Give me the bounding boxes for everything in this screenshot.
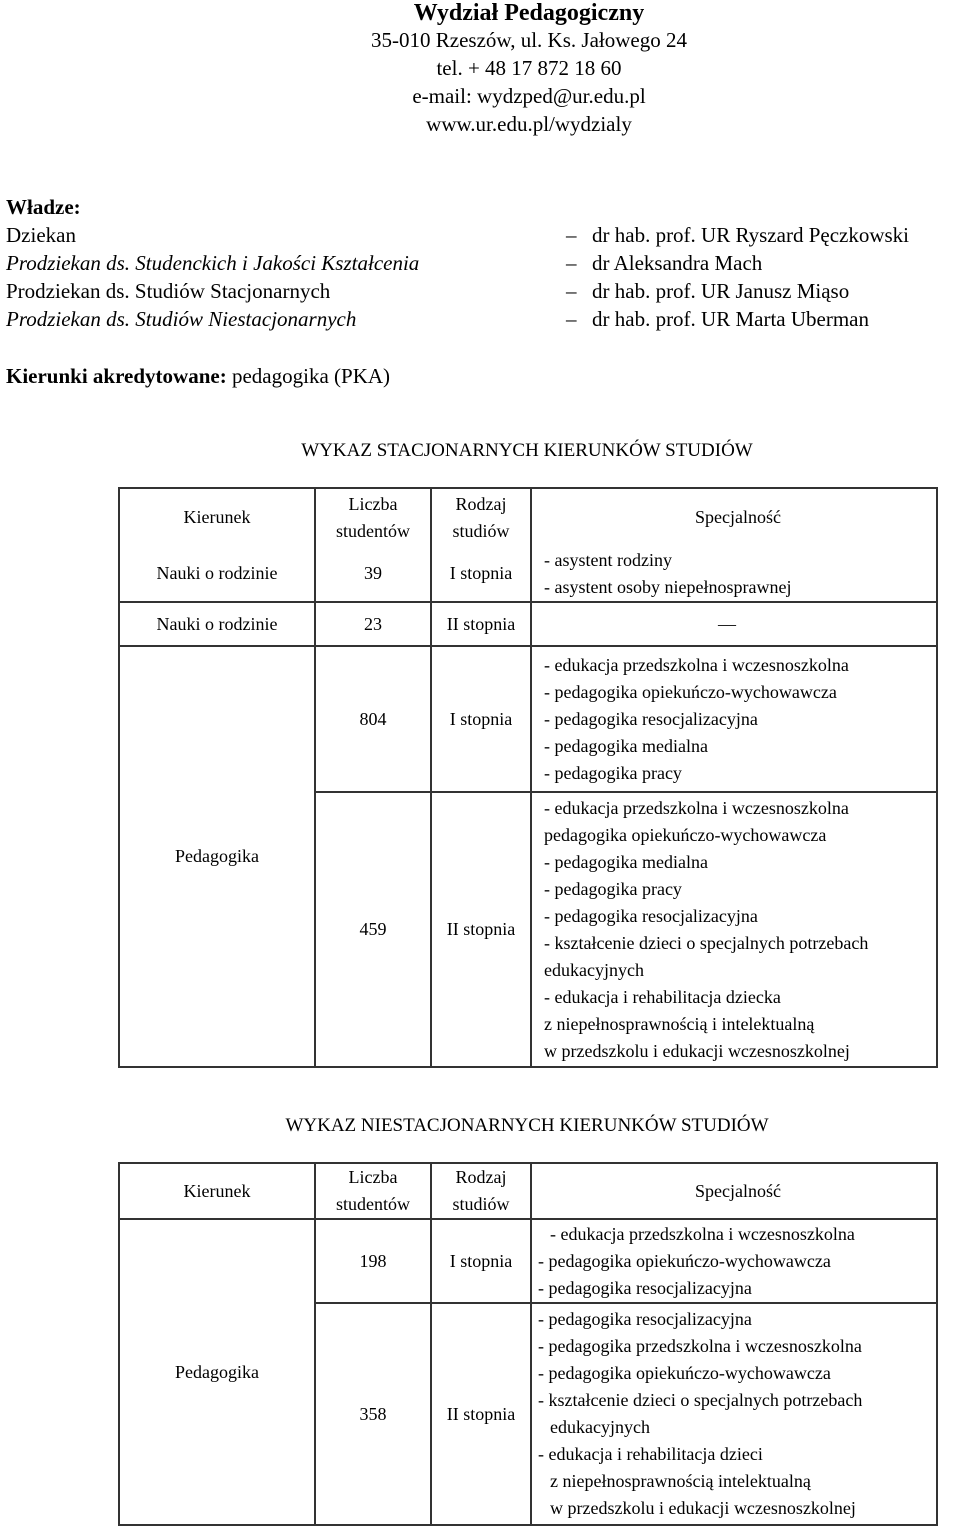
spec-line: w przedszkolu i edukacji wczesnoszkolnej: [550, 1498, 856, 1518]
col-header-specjalnosc: Specjalność: [531, 488, 937, 546]
spec-line: - pedagogika pracy: [544, 878, 682, 899]
col-header-kierunek: Kierunek: [119, 1163, 315, 1219]
cell-liczba: 459: [315, 792, 431, 1067]
authority-role: Dziekan: [6, 223, 76, 247]
cell-specjalnosc: [531, 546, 937, 602]
authority-role: Prodziekan ds. Studiów Stacjonarnych: [6, 279, 331, 303]
spec-line: - pedagogika resocjalizacyjna: [538, 1309, 752, 1329]
cell-liczba: 198: [315, 1219, 431, 1303]
spec-line: - pedagogika medialna: [544, 851, 708, 872]
authorities-heading: Władze:: [6, 195, 81, 219]
spec-line: - kształcenie dzieci o specjalnych potrzebach: [544, 932, 869, 953]
table-row: [119, 646, 937, 792]
authority-person-name: dr hab. prof. UR Janusz Miąso: [592, 279, 850, 303]
spec-line: - edukacja i rehabilitacja dziecka: [544, 986, 781, 1007]
spec-line: - asystent osoby niepełnosprawnej: [544, 576, 792, 597]
spec-line: - asystent rodziny: [544, 549, 672, 570]
col-header-specjalnosc: Specjalność: [531, 1163, 937, 1219]
authority-row-vice-dean-parttime: [6, 305, 956, 333]
authority-person: – dr hab. prof. UR Marta Uberman: [566, 307, 869, 331]
cell-rodzaj: II stopnia: [431, 792, 531, 1067]
table-row: [119, 602, 937, 646]
spec-line: - pedagogika resocjalizacyjna: [544, 905, 758, 926]
spec-line: - edukacja przedszkolna i wczesnoszkolna: [544, 654, 849, 675]
spec-line: edukacyjnych: [550, 1417, 650, 1437]
cell-liczba: 804: [315, 646, 431, 792]
spec-line: - edukacja przedszkolna i wczesnoszkolna: [550, 1223, 855, 1244]
cell-specjalnosc: [531, 1219, 937, 1303]
fulltime-header-row: [119, 488, 937, 546]
accredited-programs: [6, 362, 390, 390]
cell-liczba: 23: [315, 602, 431, 646]
cell-specjalnosc: [531, 646, 937, 792]
spec-line: - kształcenie dzieci o specjalnych potrzebach: [538, 1390, 863, 1410]
authority-role: Prodziekan ds. Studiów Niestacjonarnych: [6, 307, 357, 331]
faculty-phone: tel. + 48 17 872 18 60: [436, 56, 622, 80]
col-header-rodzaj: Rodzaj studiów: [431, 488, 531, 546]
cell-rodzaj: II stopnia: [431, 1303, 531, 1525]
faculty-header: [0, 0, 960, 138]
spec-line: z niepełnosprawnością i intelektualną: [544, 1013, 815, 1034]
authority-person-name: dr hab. prof. UR Ryszard Pęczkowski: [592, 223, 910, 247]
fulltime-section-title: WYKAZ STACJONARNYCH KIERUNKÓW STUDIÓW: [301, 440, 753, 461]
spec-line: - pedagogika opiekuńczo-wychowawcza: [538, 1250, 831, 1271]
cell-kierunek: Pedagogika: [119, 1219, 315, 1525]
spec-line: - pedagogika opiekuńczo-wychowawcza: [538, 1363, 831, 1383]
cell-rodzaj: I stopnia: [431, 546, 531, 602]
col-header-liczba: Liczba studentów: [315, 1163, 431, 1219]
fulltime-table: [118, 487, 938, 1068]
faculty-address: 35-010 Rzeszów, ul. Ks. Jałowego 24: [371, 28, 687, 52]
authority-row-dean: [6, 221, 956, 249]
spec-line: pedagogika opiekuńczo-wychowawcza: [544, 824, 827, 845]
faculty-website: www.ur.edu.pl/wydzialy: [426, 112, 632, 136]
authority-person: – dr Aleksandra Mach: [566, 251, 763, 275]
authority-row-vice-dean-fulltime: [6, 277, 956, 305]
authority-row-vice-dean-students: [6, 249, 956, 277]
parttime-header-row: [119, 1163, 937, 1219]
faculty-email: e-mail: wydzped@ur.edu.pl: [412, 84, 646, 108]
cell-rodzaj: I stopnia: [431, 646, 531, 792]
table-row: [119, 1219, 937, 1303]
parttime-table: [118, 1162, 938, 1526]
spec-line: - pedagogika resocjalizacyjna: [538, 1277, 752, 1298]
cell-specjalnosc: —: [531, 602, 937, 646]
spec-line: edukacyjnych: [544, 959, 644, 980]
spec-line: - edukacja przedszkolna i wczesnoszkolna: [544, 797, 849, 818]
cell-specjalnosc: [531, 1303, 937, 1525]
cell-rodzaj: I stopnia: [431, 1219, 531, 1303]
parttime-section-title: WYKAZ NIESTACJONARNYCH KIERUNKÓW STUDIÓW: [285, 1115, 769, 1136]
cell-kierunek: Pedagogika: [119, 646, 315, 1067]
accredited-label: Kierunki akredytowane:: [6, 364, 227, 388]
authority-person-name: dr hab. prof. UR Marta Uberman: [592, 307, 869, 331]
authority-person: – dr hab. prof. UR Ryszard Pęczkowski: [566, 223, 910, 247]
col-header-kierunek: Kierunek: [119, 488, 315, 546]
faculty-title: Wydział Pedagogiczny: [413, 0, 645, 26]
cell-kierunek: Nauki o rodzinie: [119, 546, 315, 602]
authority-role: Prodziekan ds. Studenckich i Jakości Kształcenia: [6, 251, 420, 275]
col-header-rodzaj: Rodzaj studiów: [431, 1163, 531, 1219]
col-header-liczba: Liczba studentów: [315, 488, 431, 546]
spec-line: - pedagogika pracy: [544, 762, 682, 783]
spec-line: w przedszkolu i edukacji wczesnoszkolnej: [544, 1040, 850, 1061]
accredited-value: pedagogika (PKA): [231, 364, 391, 388]
table-row: [119, 546, 937, 602]
cell-rodzaj: II stopnia: [431, 602, 531, 646]
spec-line: - pedagogika opiekuńczo-wychowawcza: [544, 681, 837, 702]
cell-kierunek: Nauki o rodzinie: [119, 602, 315, 646]
spec-line: - edukacja i rehabilitacja dzieci: [538, 1444, 763, 1464]
spec-line: z niepełnosprawnością intelektualną: [550, 1471, 811, 1491]
authority-person: – dr hab. prof. UR Janusz Miąso: [566, 279, 850, 303]
spec-line: - pedagogika medialna: [544, 735, 708, 756]
cell-liczba: 358: [315, 1303, 431, 1525]
cell-liczba: 39: [315, 546, 431, 602]
cell-specjalnosc: [531, 792, 937, 1067]
spec-line: - pedagogika przedszkolna i wczesnoszkolna: [538, 1336, 862, 1356]
spec-line: - pedagogika resocjalizacyjna: [544, 708, 758, 729]
authority-person-name: dr Aleksandra Mach: [592, 251, 763, 275]
authorities-section: [6, 193, 956, 333]
